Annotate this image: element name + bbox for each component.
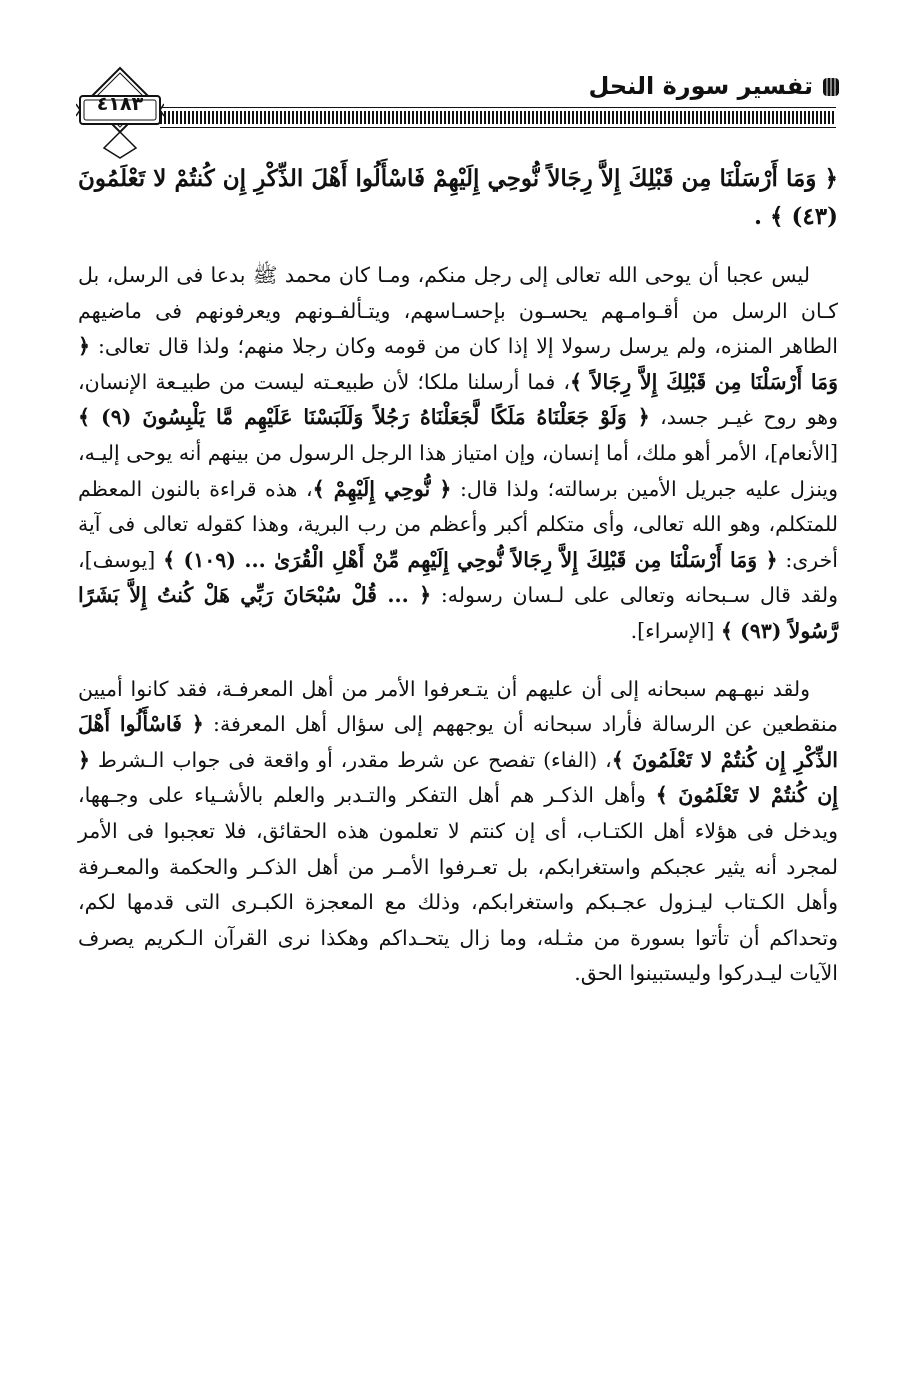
quran-quote: ﴿ ... قُلْ سُبْحَانَ رَبِّي هَلْ كُنتُ إِلاَّ بَشَرًا رَّسُولاً (٩٣) ﴾	[78, 583, 838, 643]
quran-quote: ﴿ وَلَوْ جَعَلْنَاهُ مَلَكًا لَّجَعَلْنَاهُ رَجُلاً وَلَلَبَسْنَا عَلَيْهِم مَّا يَلْبِسُونَ (٩) ﴾	[78, 405, 650, 430]
commentary-text: ، (الفاء) تفصح عن شرط مقدر، أو واقعة فى جواب الـشرط	[90, 747, 612, 772]
running-title: تفسير سورة النحل	[588, 72, 813, 100]
header-ornament-rule	[160, 111, 836, 124]
paragraph-1	[78, 258, 838, 650]
page-body	[78, 160, 838, 1014]
commentary-text: ، هذه قراءة بالنون المعظم للمتكلم، وهو الله تعالى، وأى متكلم أكبر وأعظم من رب البرية، وهذا كقوله تعالى فى آية أخرى:	[78, 476, 838, 572]
commentary-text: [الإسراء].	[630, 618, 721, 643]
page-number-frame	[76, 66, 164, 160]
commentary-text: [الأنعام]، الأمر أهو ملك، أما إنسان، وإن امتياز هذا الرجل الرسول من بينهم أنه يوحى إليـه، وينزل عليه جبريل الأمين برسالته؛ ولذا قال:	[78, 440, 838, 501]
quran-quote: ﴿ وَمَا أَرْسَلْنَا مِن قَبْلِكَ إِلاَّ رِجَالاً نُّوحِي إِلَيْهِم مِّنْ أَهْلِ الْقُرَىٰ ... (١٠٩) ﴾	[163, 547, 778, 572]
quran-quote: ﴿ نُّوحِي إِلَيْهِمْ ﴾	[312, 476, 452, 501]
quranic-verse: ﴿ وَمَا أَرْسَلْنَا مِن قَبْلِكَ إِلاَّ رِجَالاً نُّوحِي إِلَيْهِمْ فَاسْأَلُوا أَهْلَ الذِّكْرِ إِن كُنتُمْ لا تَعْلَمُونَ (٤٣) ﴾ .	[78, 165, 838, 230]
commentary-text: ليس عجبا أن يوحى الله تعالى إلى رجل منكم، ومـا كان محمد ﷺ بدعا فى الرسل، بل كـان الرسل من أقـوامـهم يحسـون بإحسـاسهم، ويتـألفـونهم ويعرفونهم فى ماضيهم الطاهر المنزه، ولم يرسل رسولا إلا إذا كان من قومه وكان رجلا منهم؛ ولذا قال تعالى:	[78, 263, 838, 359]
paragraph-2	[78, 672, 838, 992]
quran-quote: ﴿ فَاسْأَلُوا أَهْلَ الذِّكْرِ إِن كُنتُمْ لا تَعْلَمُونَ ﴾	[78, 712, 838, 772]
flower-ornament-icon	[821, 76, 841, 98]
commentary-text: وأهل الذكـر هم أهل التفكر والتـدبر والعلم بالأشـياء على وجـهها، ويدخل فى هؤلاء أهل الكتـاب، أى إن كنتم لا تعلمون هذه الحقائق، فلا تعجبوا فى الأمر لمجرد أنه يثير عجبكم واستغرابكم، بل تعـرفوا الأمـر من أهل الذكـر والحكمة والمعـرفة وأهل الكـتاب ليـزول عجـبكم واستغرابكم، وذلك مع المعجزة الكبـرى التى قدمها لكم، وتحداكم أن تأتوا بسورة من مثـله، وما زال يتحـداكم وهكذا نرى القرآن الـكريم يصرف الآيات ليـدركوا وليستبينوا الحق.	[78, 783, 838, 986]
page-number: ٤١٨٣	[96, 93, 144, 115]
commentary-text: [يوسف]، ولقد قال سـبحانه وتعالى على لـسان رسوله:	[78, 547, 838, 608]
page-header	[0, 0, 923, 165]
commentary-text: ، فما أرسلنا ملكا؛ لأن طبيعـته ليست من طبيـعة الإنسان، وهو روح غيـر جسد،	[78, 369, 838, 430]
quran-quote: ﴿ إِن كُنتُمْ لا تَعْلَمُونَ ﴾	[78, 747, 839, 808]
commentary-text: ولقد نبهـهم سبحانه إلى أن عليهم أن يتـعرفوا الأمر من أهل المعرفـة، فقد كانوا أميين منقطعين عن الرسالة فأراد سبحانه أن يوجههم إلى سؤال أهل المعرفة:	[78, 676, 839, 737]
quran-quote: ﴿ وَمَا أَرْسَلْنَا مِن قَبْلِكَ إِلاَّ رِجَالاً ﴾	[78, 334, 838, 394]
